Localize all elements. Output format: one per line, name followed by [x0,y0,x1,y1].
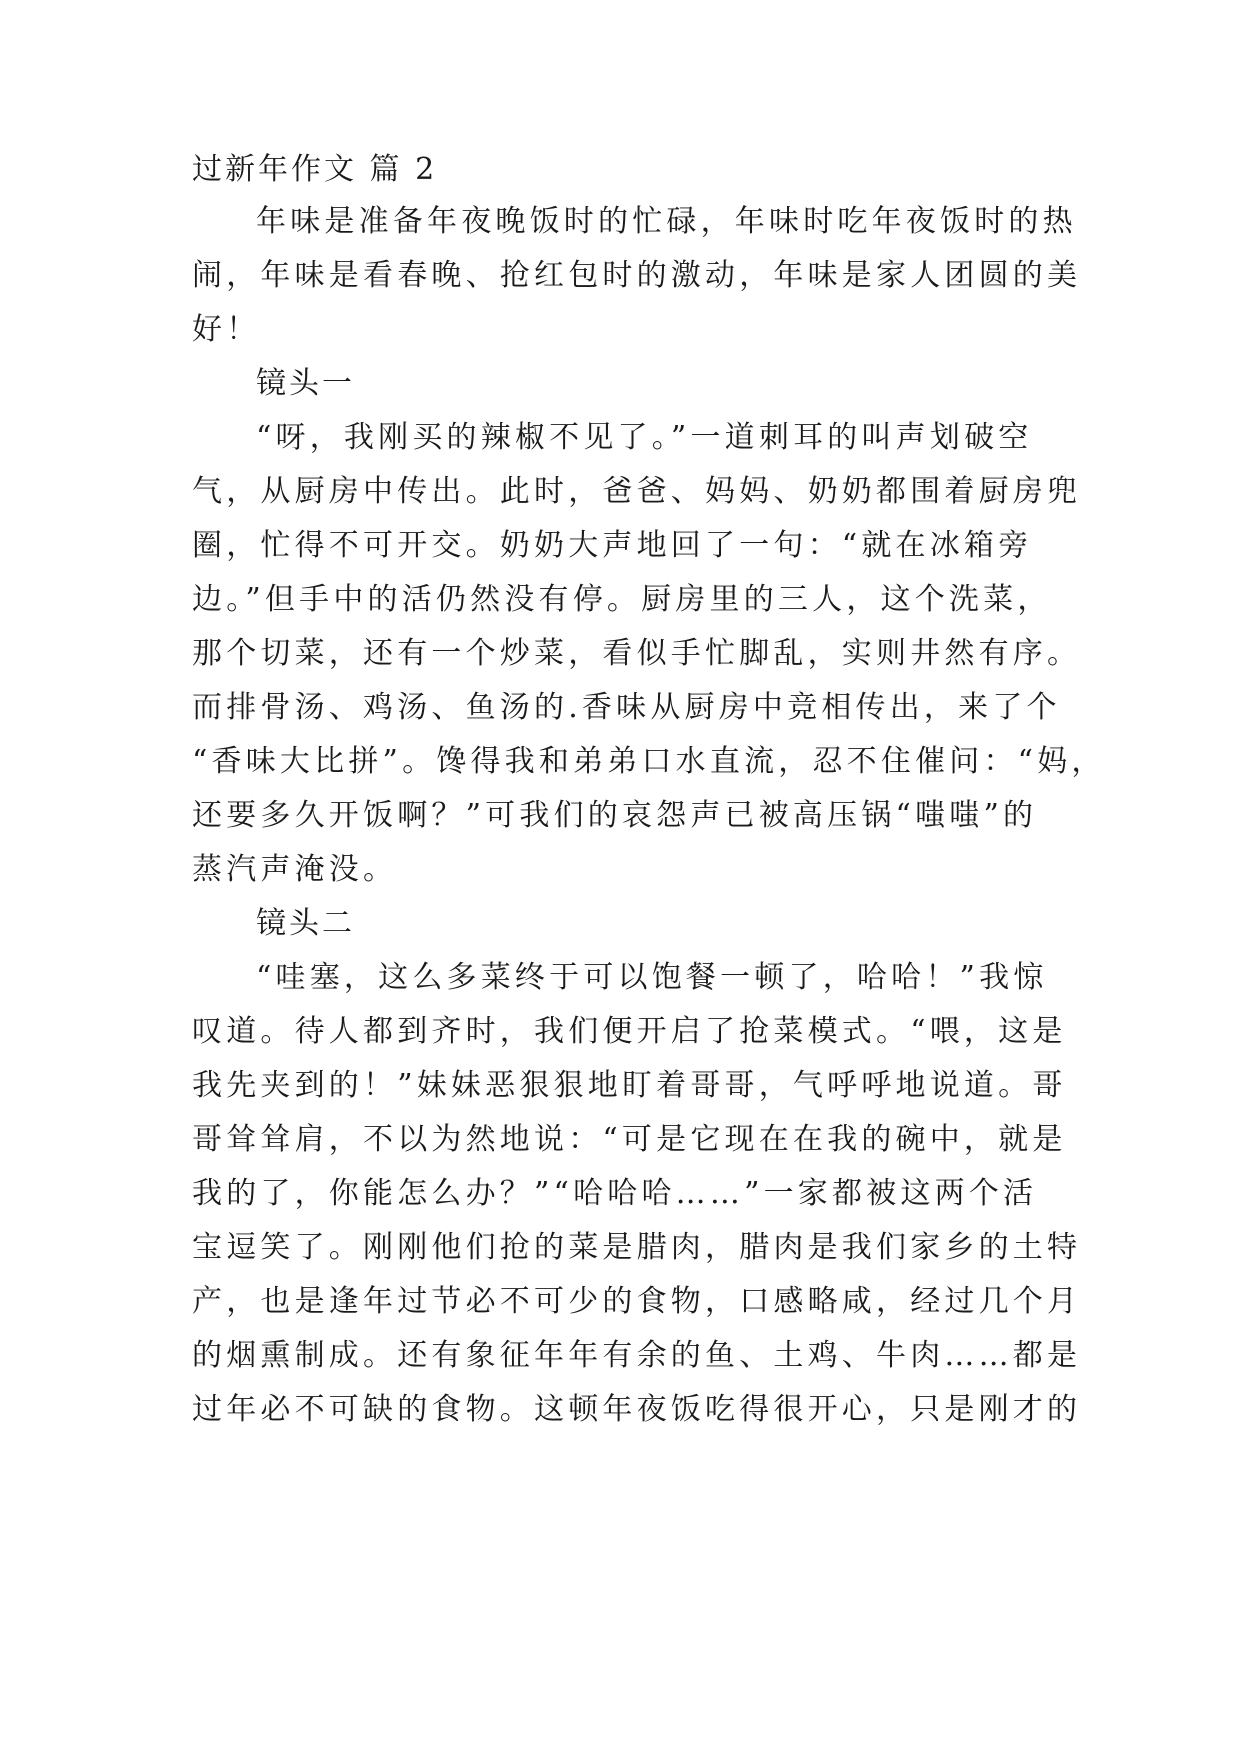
paragraph-line: 产，也是逢年过节必不可少的食物，口感略咸，经过几个月 [192,1284,1082,1319]
paragraph-line: 那个切菜，还有一个炒菜，看似手忙脚乱，实则井然有序。 [192,636,1082,671]
paragraph-line: 过年必不可缺的食物。这顿年夜饭吃得很开心，只是刚才的 [192,1392,1082,1427]
paragraph-line: “呀，我刚买的辣椒不见了。”一道刺耳的叫声划破空 [256,420,1033,455]
paragraph-line: 而排骨汤、鸡汤、鱼汤的.香味从厨房中竞相传出，来了个 [192,690,1061,725]
essay-title: 过新年作文 篇 2 [192,152,438,187]
paragraph-line: 圈，忙得不可开交。奶奶大声地回了一句：“就在冰箱旁 [192,528,1033,563]
paragraph-line: 哥耸耸肩，不以为然地说：“可是它现在在我的碗中，就是 [192,1122,1067,1157]
paragraph-line: 宝逗笑了。刚刚他们抢的菜是腊肉，腊肉是我们家乡的土特 [192,1230,1082,1265]
paragraph-line: 蒸汽声淹没。 [192,852,398,887]
paragraph-line: 叹道。待人都到齐时，我们便开启了抢菜模式。“喂，这是 [192,1014,1067,1049]
paragraph-line: 气，从厨房中传出。此时，爸爸、妈妈、奶奶都围着厨房兜 [192,474,1082,509]
paragraph-line: 年味是准备年夜晚饭时的忙碌，年味时吃年夜饭时的热 [256,204,1077,239]
paragraph-line: “香味大比拼”。馋得我和弟弟口水直流，忍不住催问：“妈， [192,744,1106,779]
paragraph-line: 还要多久开饭啊？”可我们的哀怨声已被高压锅“嗤嗤”的 [192,798,1038,833]
paragraph-line: “哇塞，这么多菜终于可以饱餐一顿了，哈哈！”我惊 [256,960,1048,995]
paragraph-line: 的烟熏制成。还有象征年年有余的鱼、土鸡、牛肉……都是 [192,1338,1082,1373]
paragraph-line: 我的了，你能怎么办？”“哈哈哈……”一家都被这两个活 [192,1176,1038,1211]
paragraph-line: 边。”但手中的活仍然没有停。厨房里的三人，这个洗菜， [192,582,1052,617]
paragraph-line: 我先夹到的！”妹妹恶狠狠地盯着哥哥，气呼呼地说道。哥 [192,1068,1067,1103]
paragraph-line: 好！ [192,312,261,347]
paragraph-line: 闹，年味是看春晚、抢红包时的激动，年味是家人团圆的美 [192,258,1082,293]
section-heading: 镜头二 [256,906,355,941]
section-heading: 镜头一 [256,366,355,401]
